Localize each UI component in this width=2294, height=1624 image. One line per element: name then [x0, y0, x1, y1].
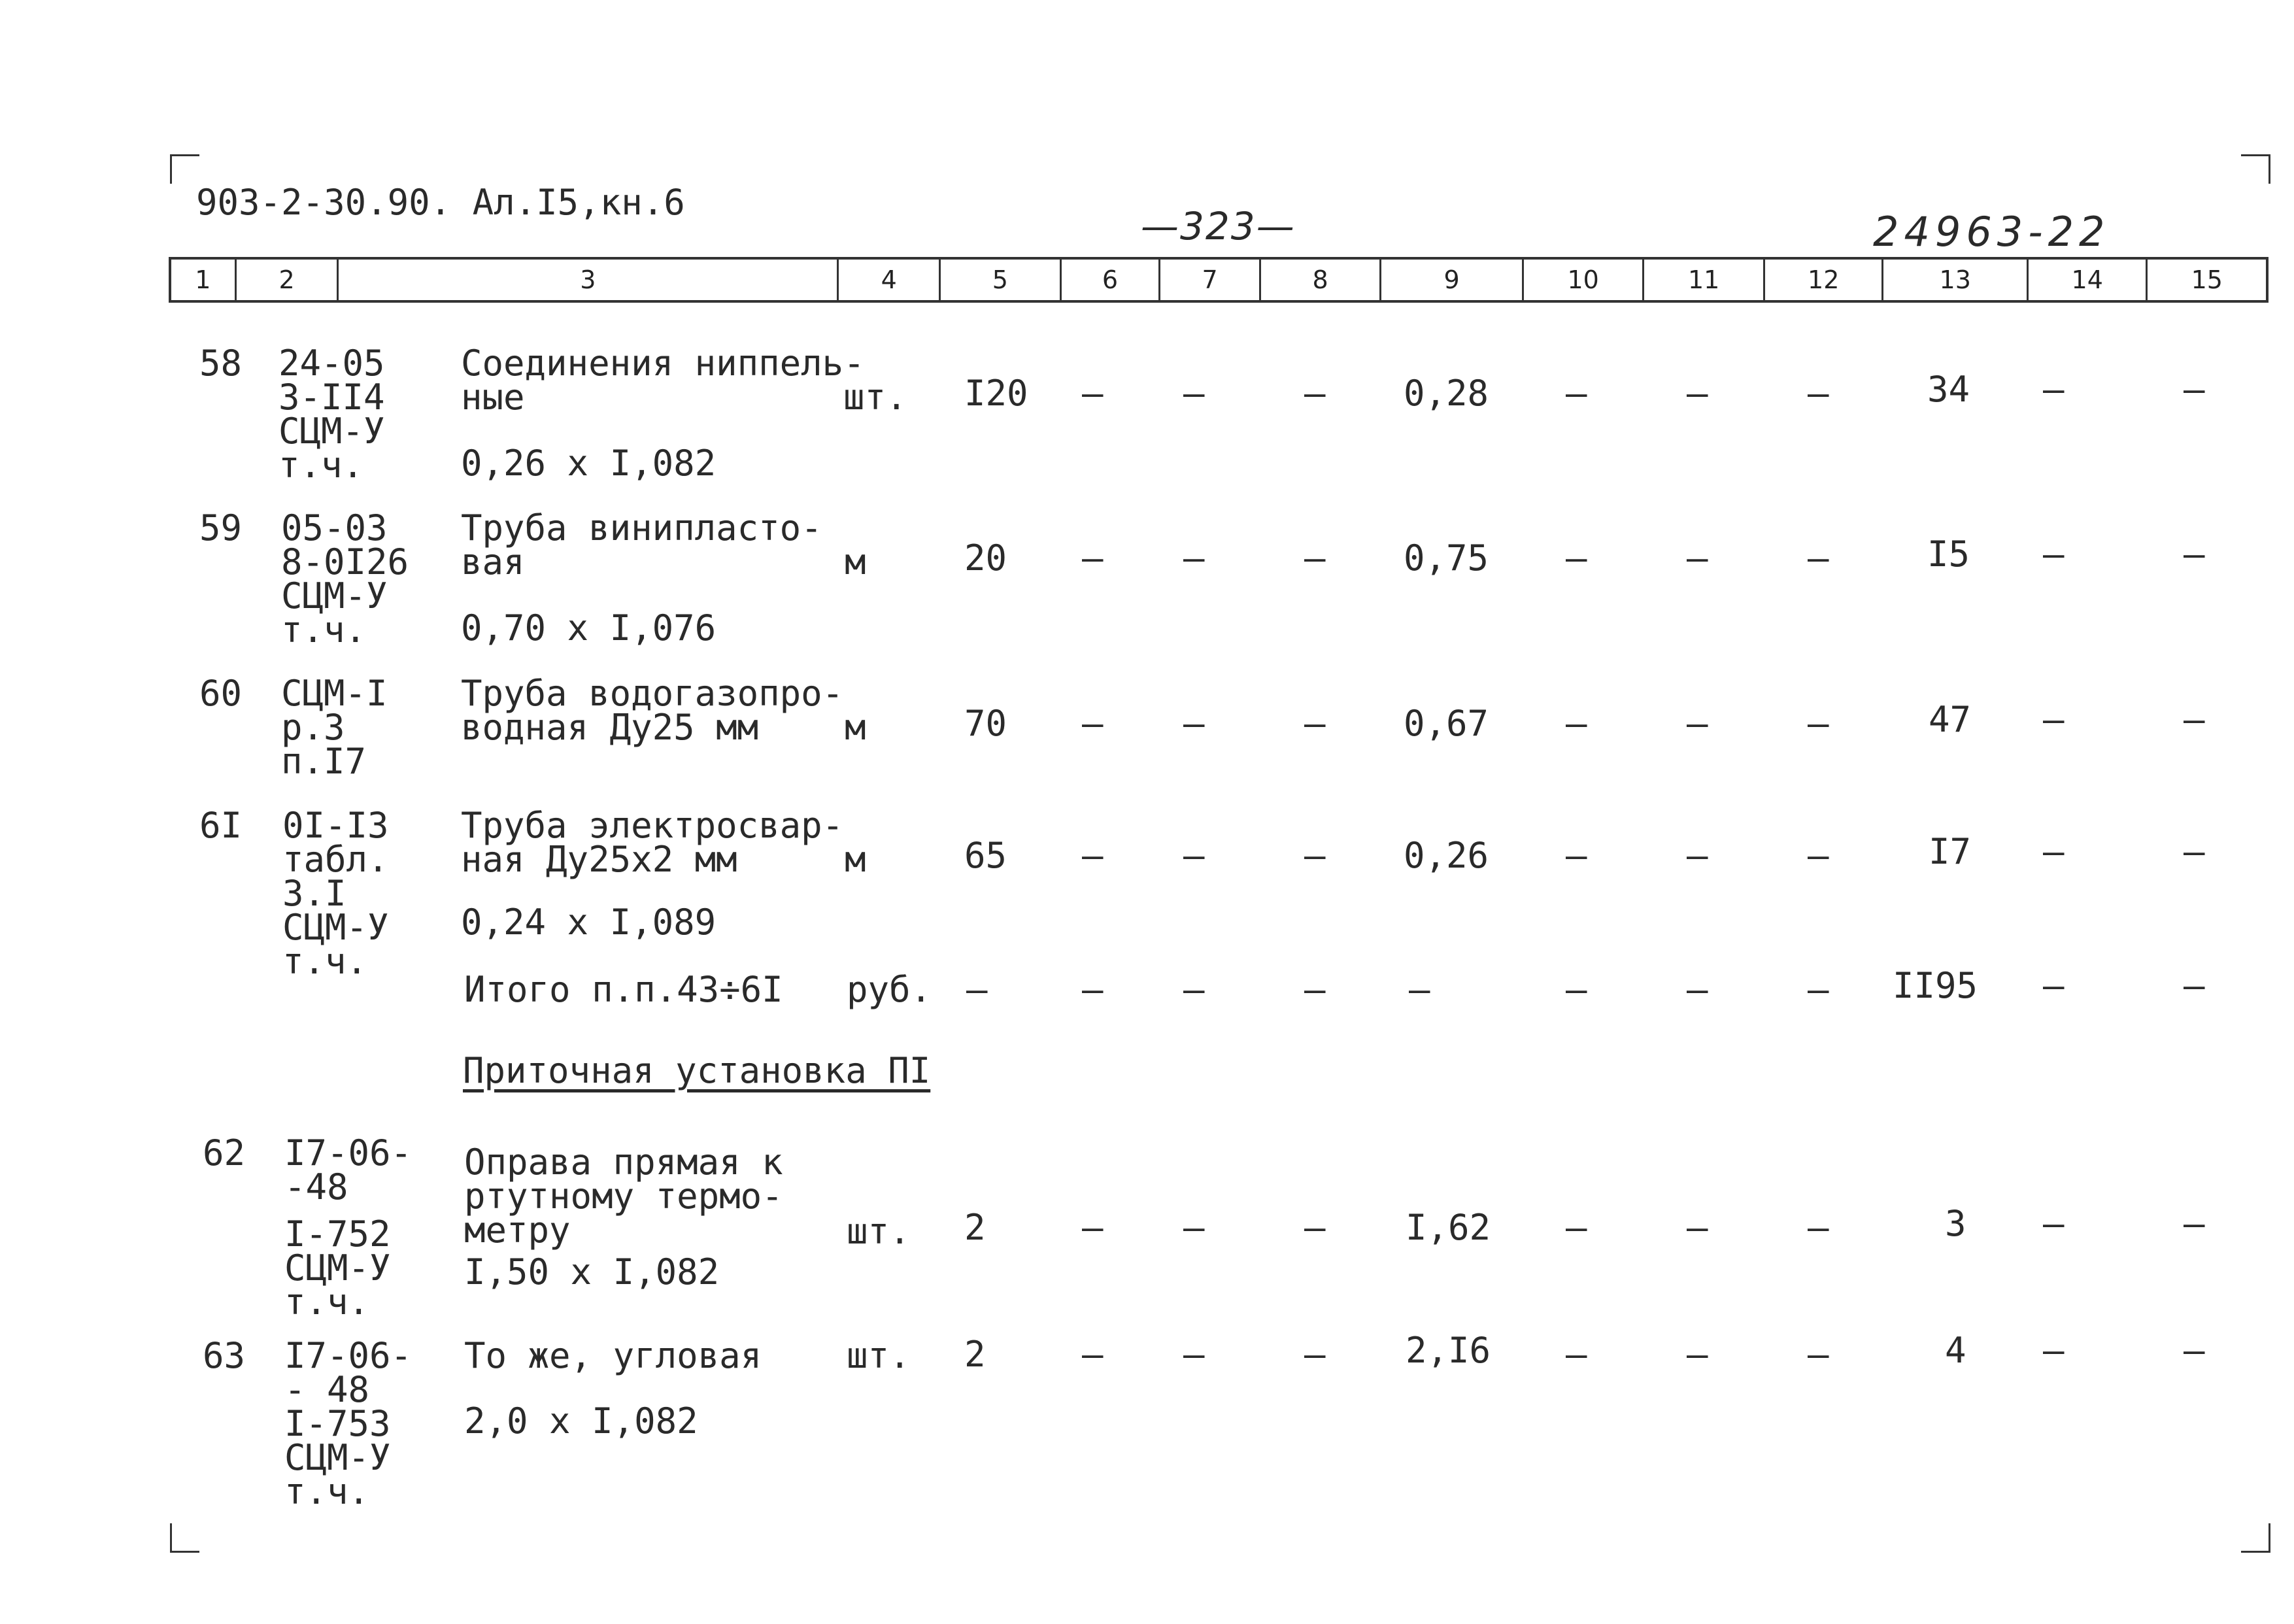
cell-dash: – — [1566, 537, 1587, 579]
row-code-line: т.ч. — [284, 1471, 370, 1512]
row-code-line: т.ч. — [284, 1281, 370, 1323]
row-coefficient: 0,24 х I,089 — [461, 902, 717, 943]
cell-dash: – — [1082, 969, 1104, 1010]
document-code: 903-2-30.90. Ал.I5,кн.6 — [196, 182, 685, 223]
row-value-9: 0,67 — [1404, 703, 1489, 744]
row-quantity: 20 — [964, 537, 1007, 579]
cell-dash: – — [2043, 1203, 2065, 1244]
row-unit: м — [845, 541, 866, 583]
row-quantity: 2 — [964, 1334, 986, 1375]
row-code-line: -48 — [284, 1166, 348, 1208]
cell-dash: – — [1183, 1334, 1205, 1375]
row-name-line: вая — [461, 541, 525, 583]
cell-dash: – — [2043, 369, 2065, 410]
row-name-line: Оправа прямая к — [464, 1142, 783, 1183]
row-name-line: водная Ду25 мм — [461, 707, 759, 748]
corner-mark-top-left — [170, 154, 199, 184]
cell-dash: – — [1808, 373, 1829, 414]
row-value-9: 0,28 — [1404, 373, 1489, 414]
row-quantity: 2 — [964, 1207, 986, 1248]
column-header: 7 — [1160, 260, 1261, 300]
cell-dash: – — [2184, 1203, 2205, 1244]
row-code-line: СЦМ-I — [281, 673, 388, 714]
cell-dash: – — [2184, 369, 2205, 410]
row-number: 59 — [199, 507, 243, 549]
cell-dash: – — [1687, 373, 1708, 414]
row-value-13: I7 — [1929, 831, 1972, 872]
cell-dash: – — [1687, 835, 1708, 876]
row-name-line: ртутному термо- — [464, 1176, 783, 1217]
cell-dash: – — [966, 969, 988, 1010]
row-coefficient: 2,0 х I,082 — [464, 1400, 698, 1442]
cell-dash: – — [1304, 703, 1326, 744]
row-name-line: Труба винипласто- — [461, 507, 822, 549]
cell-dash: – — [1304, 1207, 1326, 1248]
row-quantity: 70 — [964, 703, 1007, 744]
row-name-line: Соединения ниппель- — [461, 343, 865, 384]
corner-mark-bottom-right — [2241, 1523, 2270, 1553]
cell-dash: – — [1304, 969, 1326, 1010]
row-quantity: 65 — [964, 835, 1007, 876]
cell-dash: – — [1409, 969, 1430, 1010]
cell-dash: – — [1687, 537, 1708, 579]
row-code-line: 3-II4 — [278, 377, 385, 418]
row-code-line: 24-05 — [278, 343, 385, 384]
row-code-line: I-753 — [284, 1403, 391, 1444]
cell-dash: – — [2184, 699, 2205, 740]
row-value-9: I,62 — [1406, 1207, 1491, 1248]
cell-dash: – — [1183, 537, 1205, 579]
column-header: 13 — [1883, 260, 2028, 300]
cell-dash: – — [1183, 703, 1205, 744]
cell-dash: – — [1566, 373, 1587, 414]
cell-dash: – — [2184, 831, 2205, 872]
row-code-line: п.I7 — [281, 741, 367, 782]
cell-dash: – — [1183, 835, 1205, 876]
column-header: 2 — [237, 260, 339, 300]
row-unit: шт. — [847, 1211, 911, 1252]
row-code-line: СЦМ-У — [282, 907, 389, 948]
cell-dash: – — [1082, 703, 1104, 744]
cell-dash: – — [1304, 1334, 1326, 1375]
cell-dash: – — [2043, 1330, 2065, 1371]
row-unit: шт. — [843, 377, 907, 418]
cell-dash: – — [1566, 835, 1587, 876]
column-header: 11 — [1644, 260, 1765, 300]
column-header: 6 — [1062, 260, 1161, 300]
column-header: 10 — [1524, 260, 1645, 300]
row-code-line: I7-06- — [284, 1335, 413, 1376]
cell-dash: – — [2184, 1330, 2205, 1371]
column-header: 3 — [339, 260, 839, 300]
cell-dash: – — [1082, 835, 1104, 876]
handwritten-number: 24963-22 — [1873, 208, 2110, 256]
row-value-13: 47 — [1929, 699, 1972, 740]
cell-dash: – — [1687, 1207, 1708, 1248]
corner-mark-bottom-left — [170, 1523, 199, 1553]
cell-dash: – — [1808, 1334, 1829, 1375]
cell-dash: – — [2043, 699, 2065, 740]
row-code-line: т.ч. — [282, 941, 368, 982]
cell-dash: – — [1566, 1334, 1587, 1375]
cell-dash: – — [1808, 1207, 1829, 1248]
cell-dash: – — [2184, 533, 2205, 575]
column-header: 4 — [839, 260, 941, 300]
row-code-line: т.ч. — [281, 609, 367, 651]
row-name-line: ная Ду25х2 мм — [461, 839, 737, 880]
column-header: 5 — [941, 260, 1062, 300]
row-number: 63 — [203, 1335, 246, 1376]
row-unit: шт. — [847, 1335, 911, 1376]
row-value-13: I5 — [1927, 533, 1970, 575]
row-value-9: 0,75 — [1404, 537, 1489, 579]
row-unit: м — [845, 707, 866, 748]
row-name-line: То же, угловая — [464, 1335, 762, 1376]
total-unit: руб. — [847, 969, 932, 1010]
cell-dash: – — [2184, 965, 2205, 1006]
row-name-line: Труба электросвар- — [461, 805, 844, 846]
row-code-line: р.3 — [281, 707, 345, 748]
cell-dash: – — [1304, 835, 1326, 876]
cell-dash: – — [1566, 1207, 1587, 1248]
row-code-line: т.ч. — [278, 445, 364, 486]
column-header: 8 — [1261, 260, 1382, 300]
cell-dash: – — [1082, 1334, 1104, 1375]
row-code-line: I7-06- — [284, 1132, 413, 1174]
row-name-line: метру — [464, 1210, 571, 1251]
cell-dash: – — [1183, 969, 1205, 1010]
row-coefficient: 0,26 х I,082 — [461, 443, 717, 484]
column-header: 9 — [1381, 260, 1523, 300]
cell-dash: – — [1687, 703, 1708, 744]
row-code-line: 8-0I26 — [281, 541, 409, 583]
row-code-line: 0I-I3 — [282, 805, 389, 846]
cell-dash: – — [1808, 969, 1829, 1010]
row-quantity: I20 — [964, 373, 1028, 414]
row-value-9: 2,I6 — [1406, 1330, 1491, 1371]
row-number: 60 — [199, 673, 243, 714]
row-code-line: СЦМ-У — [278, 411, 385, 452]
row-name-line: Труба водогазопро- — [461, 673, 844, 714]
cell-dash: – — [1183, 1207, 1205, 1248]
row-code-line: - 48 — [284, 1369, 370, 1410]
row-code-line: табл. — [282, 839, 389, 880]
row-code-line: СЦМ-У — [284, 1247, 391, 1289]
column-header-row — [169, 257, 2269, 303]
cell-dash: – — [1808, 703, 1829, 744]
column-header: 15 — [2191, 265, 2223, 294]
row-value-13: 4 — [1945, 1330, 1966, 1371]
cell-dash: – — [1304, 537, 1326, 579]
row-coefficient: I,50 х I,082 — [464, 1251, 720, 1293]
cell-dash: – — [1304, 373, 1326, 414]
column-header: 12 — [1765, 260, 1884, 300]
total-label: Итого п.п.43÷6I — [464, 969, 783, 1010]
section-title: Приточная установка ПI — [463, 1050, 931, 1091]
cell-dash: – — [1082, 537, 1104, 579]
row-code-line: 05-03 — [281, 507, 388, 549]
row-coefficient: 0,70 х I,076 — [461, 607, 717, 649]
row-code-line: I-752 — [284, 1213, 391, 1255]
row-number: 6I — [199, 805, 243, 846]
cell-dash: – — [2043, 831, 2065, 872]
row-number: 58 — [199, 343, 243, 384]
cell-dash: – — [1687, 1334, 1708, 1375]
cell-dash: – — [1183, 373, 1205, 414]
cell-dash: – — [2043, 533, 2065, 575]
cell-dash: – — [1566, 969, 1587, 1010]
row-value-9: 0,26 — [1404, 835, 1489, 876]
column-header: 1 — [171, 260, 237, 300]
column-header: 14 — [2029, 260, 2148, 300]
cell-dash: – — [1808, 537, 1829, 579]
row-value-13: 3 — [1945, 1203, 1966, 1244]
cell-dash: – — [1082, 1207, 1104, 1248]
page-number: —323— — [1141, 204, 1296, 248]
row-code-line: СЦМ-У — [281, 575, 388, 617]
row-value-13: 34 — [1927, 369, 1970, 410]
total-value-13: II95 — [1893, 965, 1978, 1006]
cell-dash: – — [1082, 373, 1104, 414]
cell-dash: – — [1808, 835, 1829, 876]
cell-dash: – — [1566, 703, 1587, 744]
row-number: 62 — [203, 1132, 246, 1174]
cell-dash: – — [2043, 965, 2065, 1006]
row-name-line: ные — [461, 377, 525, 418]
row-unit: м — [845, 839, 866, 880]
corner-mark-top-right — [2241, 154, 2270, 184]
row-code-line: 3.I — [282, 873, 346, 914]
cell-dash: – — [1687, 969, 1708, 1010]
row-code-line: СЦМ-У — [284, 1437, 391, 1478]
